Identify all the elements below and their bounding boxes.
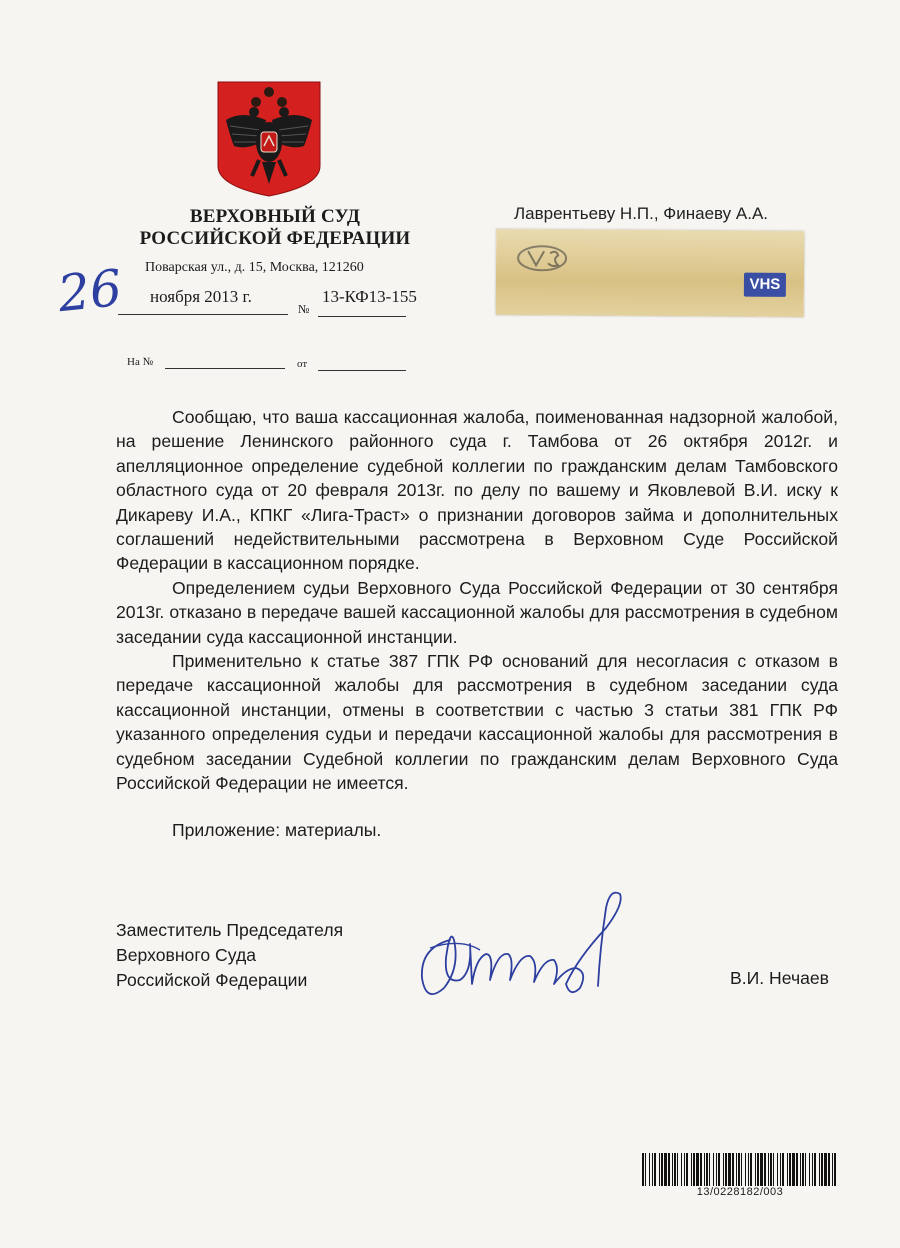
barcode-bar: [738, 1153, 740, 1186]
barcode-bar: [684, 1153, 685, 1186]
barcode-number: 13/0228182/003: [696, 1186, 784, 1198]
address-sticker: [496, 229, 805, 317]
barcode-bar: [821, 1153, 823, 1186]
barcode-bar: [686, 1153, 688, 1186]
barcode-bar: [757, 1153, 759, 1186]
barcode-bar: [750, 1153, 752, 1186]
vhs-logo: VHS: [744, 273, 786, 297]
ref-date-underline: [318, 370, 406, 371]
letter-date: ноября 2013 г.: [150, 287, 252, 306]
body-paragraph-2: Определением судьи Верховного Суда Российской Федерации от 30 сентября 2013г. отказано в передаче вашей кассационной жалобы для рассмотрения в судебном заседании суда кассационной инстанции.: [116, 577, 838, 647]
number-sign: №: [298, 302, 310, 316]
barcode-bar: [782, 1153, 784, 1186]
barcode-bar: [652, 1153, 653, 1186]
barcode-bar: [659, 1153, 660, 1186]
barcode-bar: [696, 1153, 699, 1186]
attachment-note: Приложение: материалы.: [172, 819, 382, 840]
barcode-bar: [812, 1153, 813, 1186]
barcode-bar: [672, 1153, 673, 1186]
barcode-bar: [736, 1153, 737, 1186]
barcode-bar: [770, 1153, 772, 1186]
body-paragraph-1: Сообщаю, что ваша кассационная жалоба, поименованная надзорной жалобой, на решение Ленинского районного суда г. Тамбова от 26 октября 2012г. и апелляционное определение судебной коллегии по гражданским делам Тамбовского областного суда от 20 февраля 2013г. по делу по вашему и Яковлевой В.И. иску к Дикареву И.А., КПКГ «Лига-Траст» о признании договоров займа и дополнительных соглашений недействительными рассмотрена в Верховном Суде Российской Федерации в кассационном порядке.: [116, 407, 838, 574]
barcode-bar: [716, 1153, 717, 1186]
barcode-bar: [819, 1153, 820, 1186]
barcode-bar: [792, 1153, 795, 1186]
barcode-bar: [645, 1153, 646, 1186]
body-paragraph-3: Применительно к статье 387 ГПК РФ оснований для несогласия с отказом в передаче кассационной жалобы для рассмотрения в судебном заседании суда кассационной инстанции, отмены в соответствии с частью 3 статьи 381 ГПК РФ указанного определения судьи и передачи кассационной жалобы для рассмотрения в судебном заседании Судебной коллегии по гражданским делам Верховного Суда Российской Федерации не имеется.: [116, 651, 838, 794]
barcode-bar: [654, 1153, 656, 1186]
letter-number: 13-КФ13-155: [322, 287, 417, 306]
barcode-bar: [777, 1153, 778, 1186]
barcode-bar: [700, 1153, 702, 1186]
barcode-bar: [725, 1153, 727, 1186]
barcode-bar: [755, 1153, 756, 1186]
barcode-bar: [732, 1153, 734, 1186]
barcode-bar: [834, 1153, 836, 1186]
court-name-line2: РОССИЙСКОЙ ФЕДЕРАЦИИ: [139, 228, 411, 249]
barcode-bar: [832, 1153, 833, 1186]
vs-logo-icon: [516, 243, 568, 273]
barcode-bar: [649, 1153, 650, 1186]
barcode-bar: [723, 1153, 724, 1186]
handwritten-day: 26: [55, 258, 125, 324]
court-name: [115, 206, 435, 250]
barcode-bar: [693, 1153, 695, 1186]
letter-body: [116, 405, 838, 842]
barcode-bar: [728, 1153, 731, 1186]
ref-label: На №: [127, 356, 154, 368]
barcode-bar: [809, 1153, 810, 1186]
barcode-bar: [780, 1153, 781, 1186]
court-name-line1: ВЕРХОВНЫЙ СУД: [189, 206, 361, 227]
barcode-bar: [661, 1153, 663, 1186]
signer-name: В.И. Нечаев: [730, 968, 830, 988]
barcode-bar: [677, 1153, 678, 1186]
barcode-bar: [764, 1153, 766, 1186]
barcode-bar: [814, 1153, 816, 1186]
barcode-bar: [704, 1153, 705, 1186]
barcode-bar: [828, 1153, 830, 1186]
barcode-bar: [760, 1153, 763, 1186]
barcode-bar: [748, 1153, 749, 1186]
ref-number-underline: [165, 368, 285, 369]
handwritten-signature: [410, 888, 640, 1018]
barcode-bar: [745, 1153, 746, 1186]
barcode-bar: [805, 1153, 806, 1186]
signer-title-line2: Верховного Суда: [116, 945, 257, 965]
barcode-bar: [691, 1153, 692, 1186]
barcode: [642, 1153, 838, 1186]
barcode-bar: [674, 1153, 676, 1186]
court-address: Поварская ул., д. 15, Москва, 121260: [145, 260, 364, 275]
barcode-bar: [713, 1153, 714, 1186]
barcode-bar: [664, 1153, 667, 1186]
recipient-name: Лаврентьеву Н.П., Финаеву А.А.: [514, 204, 769, 223]
barcode-bar: [802, 1153, 804, 1186]
barcode-bar: [796, 1153, 798, 1186]
ref-from-label: от: [297, 358, 308, 370]
barcode-bar: [718, 1153, 720, 1186]
barcode-bar: [706, 1153, 708, 1186]
barcode-bar: [681, 1153, 682, 1186]
russian-coat-of-arms-icon: [216, 80, 322, 198]
barcode-bar: [709, 1153, 710, 1186]
signer-title-line1: Заместитель Председателя: [116, 920, 344, 940]
barcode-bar: [668, 1153, 670, 1186]
barcode-bar: [787, 1153, 788, 1186]
barcode-bar: [789, 1153, 791, 1186]
signer-title-line3: Российской Федерации: [116, 970, 308, 990]
barcode-bar: [768, 1153, 769, 1186]
barcode-bar: [773, 1153, 774, 1186]
barcode-bar: [642, 1153, 644, 1186]
barcode-bar: [824, 1153, 827, 1186]
barcode-bar: [741, 1153, 742, 1186]
signer-title: [116, 918, 343, 993]
barcode-bar: [800, 1153, 801, 1186]
